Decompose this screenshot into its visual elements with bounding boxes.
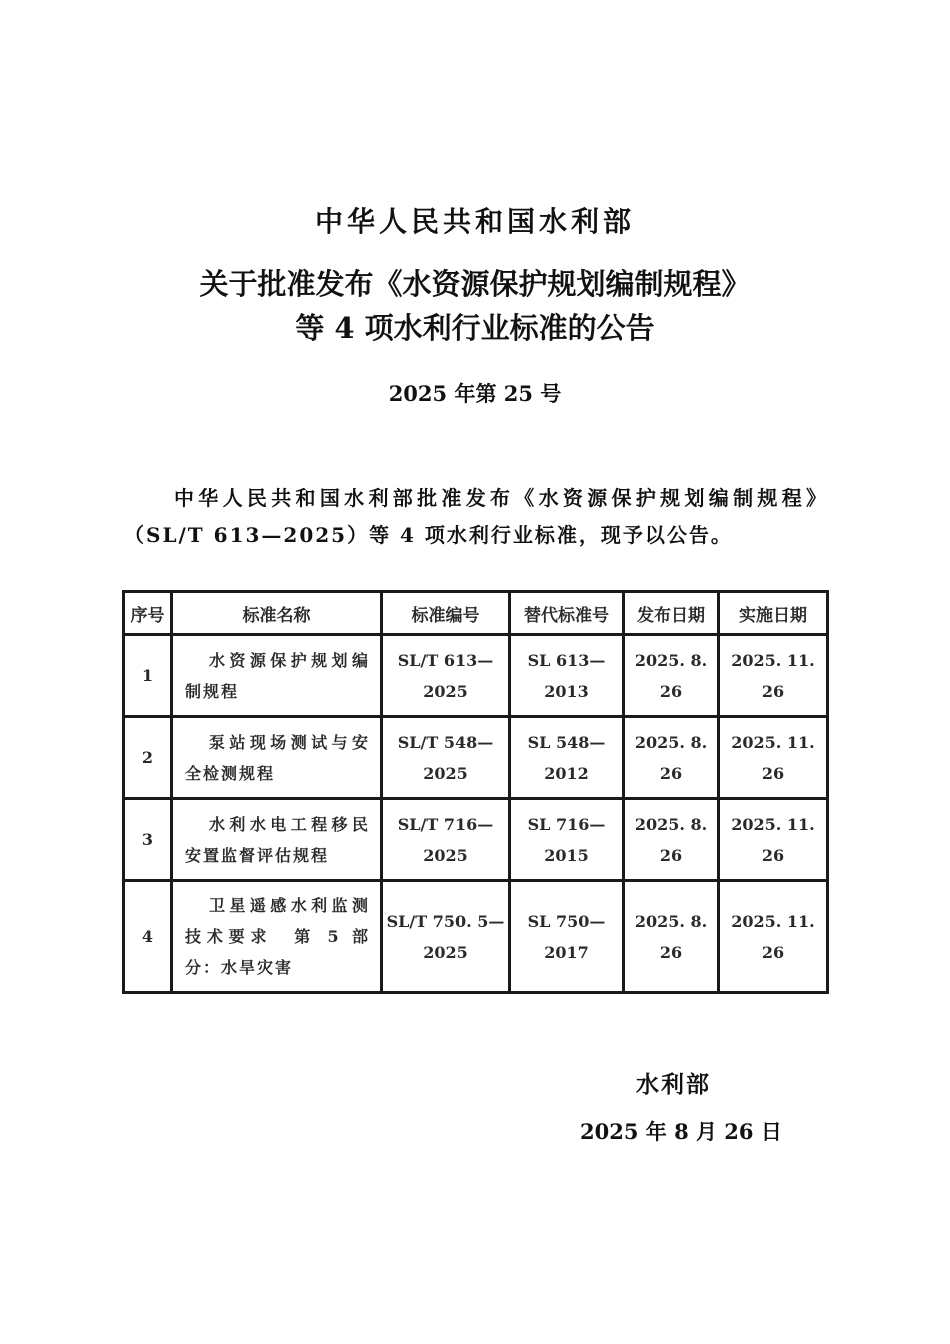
signature-organization: 水利部 <box>636 1071 711 1098</box>
cell-name-text: 水资源保护规划编制规程 <box>185 650 370 701</box>
cell-published: 2025. 8. 26 <box>624 799 719 881</box>
title-line-1: 关于批准发布《水资源保护规划编制规程》 <box>199 267 751 301</box>
header-replaces: 替代标准号 <box>510 592 624 635</box>
table-row <box>124 635 828 717</box>
table-row <box>124 717 828 799</box>
cell-replaces: SL 548—2012 <box>510 717 624 799</box>
cell-name <box>172 717 382 799</box>
cell-replaces: SL 750—2017 <box>510 881 624 993</box>
cell-name <box>172 881 382 993</box>
cell-name <box>172 635 382 717</box>
header-effective: 实施日期 <box>719 592 828 635</box>
issuer-heading: 中华人民共和国水利部 <box>314 205 635 238</box>
table-header-row <box>124 592 828 635</box>
title-line-2: 等 4 项水利行业标准的公告 <box>295 311 655 345</box>
announcement-title <box>120 262 830 350</box>
cell-replaces: SL 716—2015 <box>510 799 624 881</box>
cell-effective: 2025. 11. 26 <box>719 635 828 717</box>
announcement-paragraph: 中华人民共和国水利部批准发布《水资源保护规划编制规程》（SL/T 613—2025）等 4 项水利行业标准，现予以公告。 <box>124 486 828 547</box>
cell-published: 2025. 8. 26 <box>624 717 719 799</box>
cell-effective: 2025. 11. 26 <box>719 717 828 799</box>
cell-name-text: 水利水电工程移民安置监督评估规程 <box>185 814 370 865</box>
cell-no: 4 <box>124 881 172 993</box>
cell-published: 2025. 8. 26 <box>624 635 719 717</box>
cell-name-text: 泵站现场测试与安全检测规程 <box>185 732 370 783</box>
cell-no: 2 <box>124 717 172 799</box>
header-published: 发布日期 <box>624 592 719 635</box>
cell-published: 2025. 8. 26 <box>624 881 719 993</box>
cell-effective: 2025. 11. 26 <box>719 881 828 993</box>
cell-code: SL/T 716—2025 <box>382 799 510 881</box>
signature-date: 2025 年 8 月 26 日 <box>580 1119 782 1144</box>
cell-code: SL/T 548—2025 <box>382 717 510 799</box>
table-row <box>124 881 828 993</box>
cell-code: SL/T 750. 5—2025 <box>382 881 510 993</box>
header-no: 序号 <box>124 592 172 635</box>
standards-table <box>122 590 829 994</box>
cell-no: 3 <box>124 799 172 881</box>
cell-name-text: 卫星遥感水利监测技术要求 第 5 部分：水旱灾害 <box>185 896 370 977</box>
document-number: 2025 年第 25 号 <box>388 381 562 406</box>
header-code: 标准编号 <box>382 592 510 635</box>
cell-replaces: SL 613—2013 <box>510 635 624 717</box>
cell-effective: 2025. 11. 26 <box>719 799 828 881</box>
cell-code: SL/T 613—2025 <box>382 635 510 717</box>
header-name: 标准名称 <box>172 592 382 635</box>
cell-no: 1 <box>124 635 172 717</box>
cell-name <box>172 799 382 881</box>
table-row <box>124 799 828 881</box>
